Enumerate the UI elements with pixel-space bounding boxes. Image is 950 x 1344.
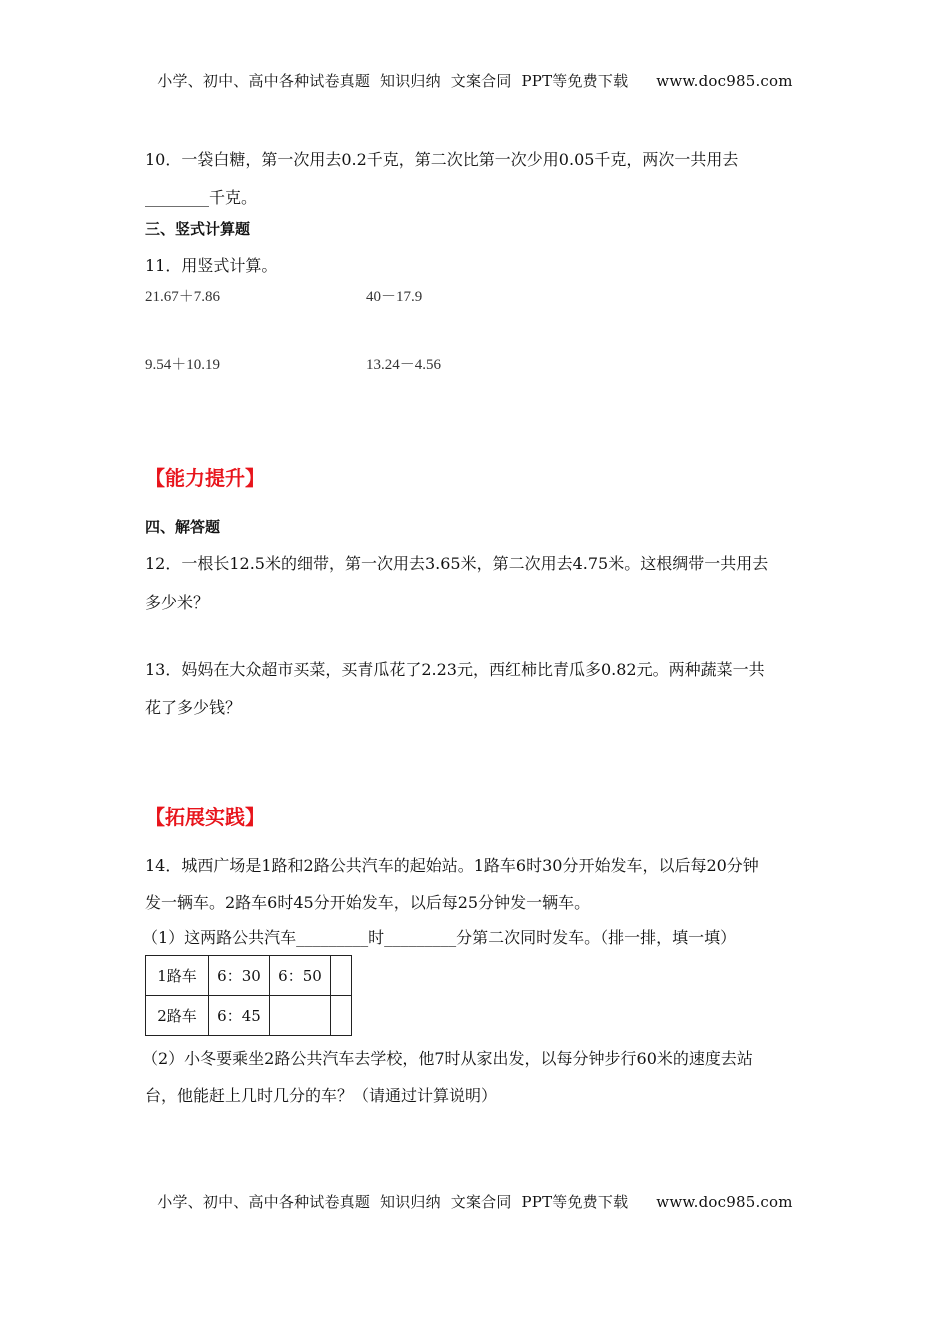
q11-expr-3: 9.54＋10.19	[145, 357, 221, 373]
q13-line1: 13．妈妈在大众超市买菜，买青瓜花了2.23元，西红柿比青瓜多0.82元。两种蔬菜一共	[145, 660, 765, 679]
q14-sub2-line2: 台，他能赶上几时几分的车？（请通过计算说明）	[145, 1086, 498, 1105]
section-3-heading: 三、竖式计算题	[145, 220, 251, 238]
q11-expr-2: 40－17.9	[366, 289, 423, 305]
q14-line2: 发一辆车。2路车6时45分开始发车，以后每25分钟发一辆车。	[145, 893, 591, 912]
section-4-heading: 四、解答题	[145, 518, 221, 536]
table-cell	[331, 996, 352, 1036]
table-cell: 6：50	[270, 956, 331, 996]
q12-line1: 12．一根长12.5米的细带，第一次用去3.65米，第二次用去4.75米。这根绸带一共用去	[145, 554, 769, 573]
q11-expr-1: 21.67＋7.86	[145, 289, 221, 305]
table-cell: 6：45	[209, 996, 270, 1036]
footer-site: www.doc985.com	[656, 1193, 793, 1211]
table-row	[146, 996, 352, 1036]
table-row	[146, 956, 352, 996]
footer-text: 小学、初中、高中各种试卷真题 知识归纳 文案合同 PPT等免费下载	[157, 1193, 629, 1211]
q12-line2: 多少米？	[145, 593, 210, 612]
q11-expr-4: 13.24－4.56	[366, 357, 442, 373]
table-cell	[270, 996, 331, 1036]
header-site: www.doc985.com	[656, 72, 793, 90]
ability-heading: 【能力提升】	[145, 466, 265, 490]
table-cell: 2路车	[146, 996, 209, 1036]
q14-sub2-line1: （2）小冬要乘坐2路公共汽车去学校，他7时从家出发，以每分钟步行60米的速度去站	[142, 1049, 753, 1068]
q14-line1: 14．城西广场是1路和2路公共汽车的起始站。1路车6时30分开始发车，以后每20分钟	[145, 856, 759, 875]
table-cell: 6：30	[209, 956, 270, 996]
header-text: 小学、初中、高中各种试卷真题 知识归纳 文案合同 PPT等免费下载	[157, 72, 629, 90]
table-cell	[331, 956, 352, 996]
q10-line1: 10．一袋白糖，第一次用去0.2千克，第二次比第一次少用0.05千克，两次一共用去	[145, 150, 739, 169]
expand-heading: 【拓展实践】	[145, 805, 265, 829]
table-cell: 1路车	[146, 956, 209, 996]
page-header	[0, 70, 950, 91]
q14-sub1: （1）这两路公共汽车_________时_________分第二次同时发车。（排一排，填一填）	[142, 928, 737, 947]
bus-schedule-table	[145, 955, 352, 1036]
page-footer	[0, 1191, 950, 1212]
q13-line2: 花了多少钱？	[145, 698, 242, 717]
q10-line2: ________千克。	[145, 188, 258, 207]
q11-title: 11．用竖式计算。	[145, 256, 278, 275]
